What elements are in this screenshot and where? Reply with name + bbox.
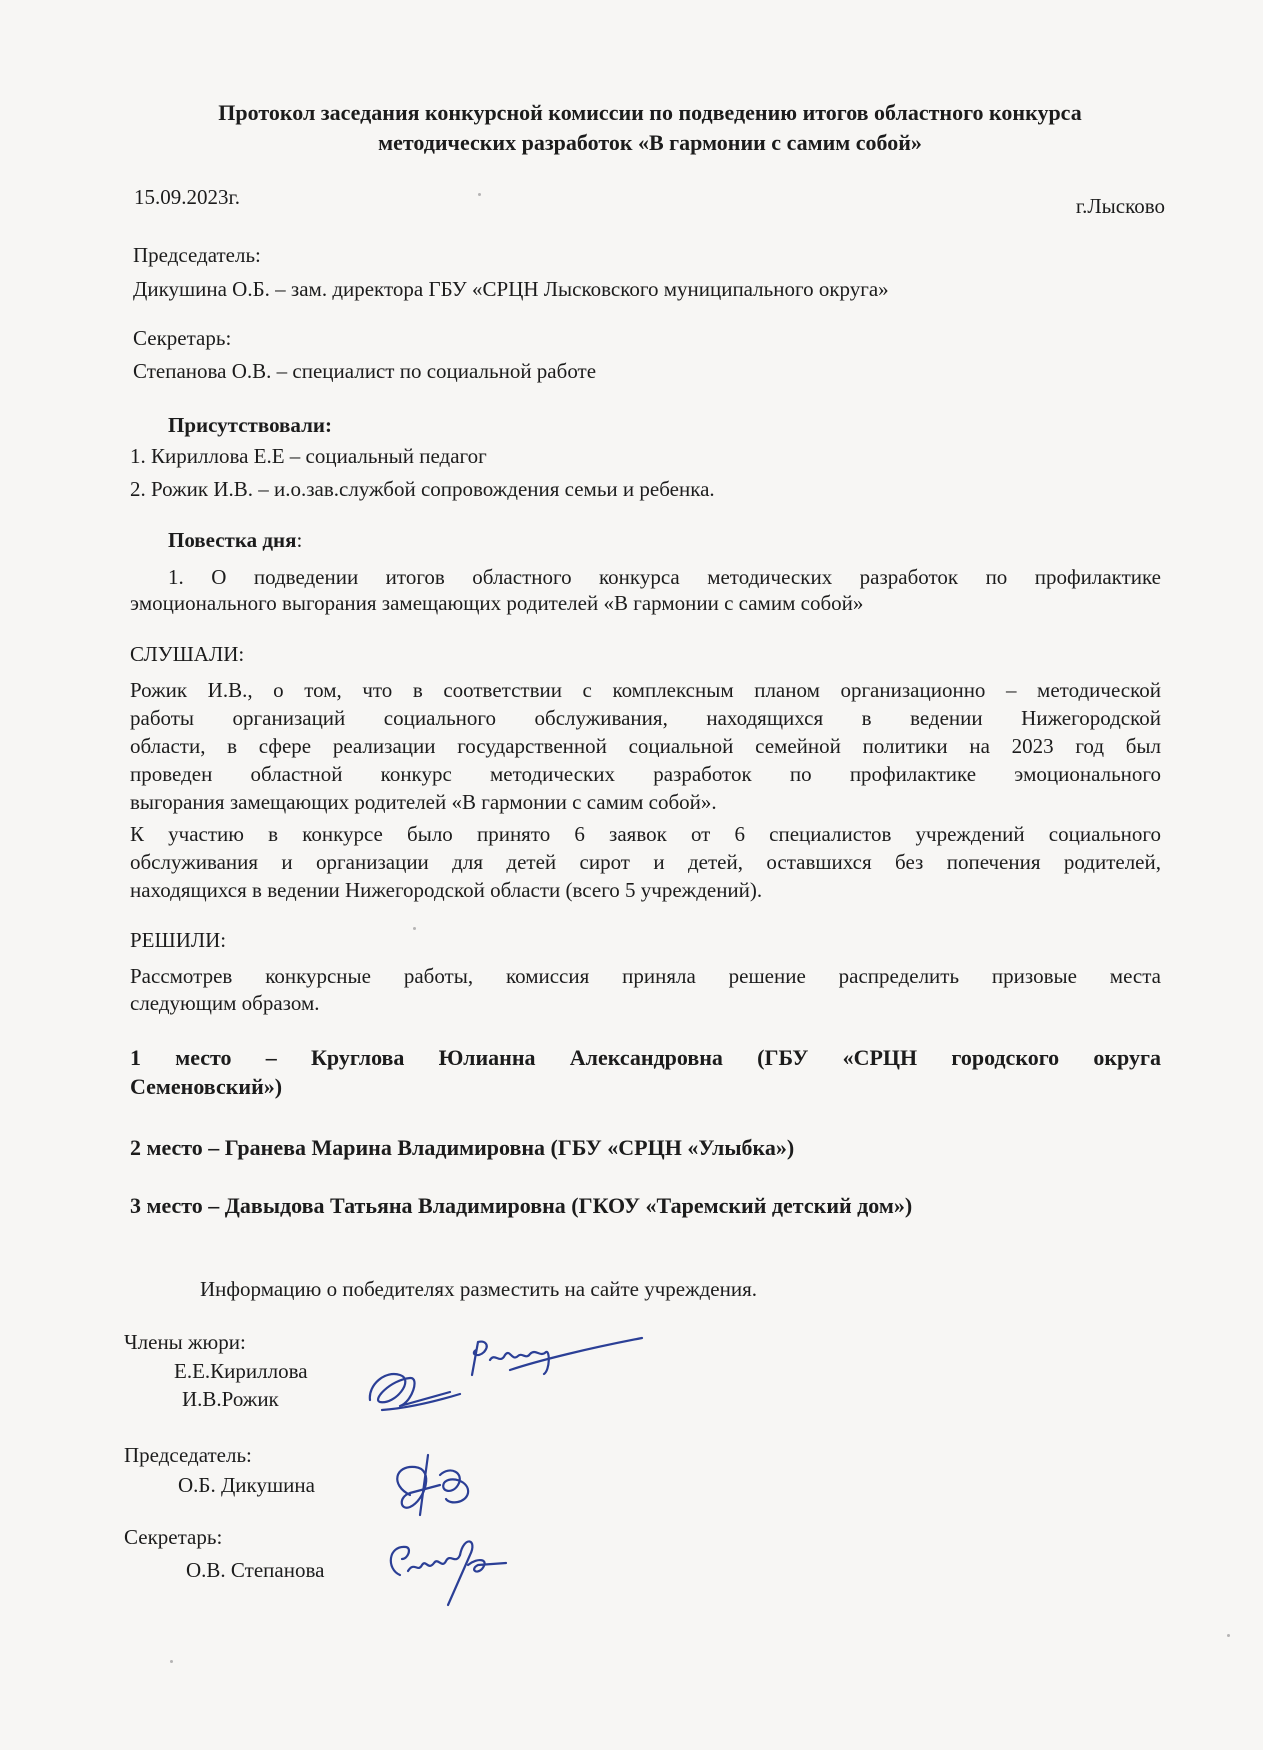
attendee-item: 1. Кириллова Е.Е – социальный педагог	[130, 444, 487, 468]
jury-member: Е.Е.Кириллова	[174, 1359, 308, 1383]
heard-line: обслуживания и организации для детей сирот и детей, оставшихся без попечения родителей,	[130, 850, 1161, 874]
scan-speck	[413, 927, 416, 930]
scan-speck	[478, 193, 481, 196]
agenda-colon: :	[296, 528, 303, 552]
agenda-item-line-2: эмоционального выгорания замещающих родителей «В гармонии с самим собой»	[130, 591, 864, 615]
first-place-line-2: Семеновский»)	[130, 1074, 283, 1099]
second-place: 2 место – Гранева Марина Владимировна (ГБУ «СРЦН «Улыбка»)	[130, 1135, 795, 1160]
publish-note: Информацию о победителях разместить на сайте учреждения.	[200, 1277, 757, 1301]
agenda-label: Повестка дня	[168, 528, 297, 552]
heard-line: Рожик И.В., о том, что в соответствии с комплексным планом организационно – методической	[130, 678, 1161, 702]
signature-rozhik	[472, 1338, 642, 1375]
heard-line: выгорания замещающих родителей «В гармонии с самим собой».	[130, 790, 717, 814]
title-line-2: методических разработок «В гармонии с самим собой»	[378, 130, 922, 155]
jury-member: И.В.Рожик	[182, 1387, 279, 1411]
first-place-line-1: 1 место – Круглова Юлианна Александровна (ГБУ «СРЦН городского округа	[130, 1045, 1161, 1070]
heard-line: работы организаций социального обслуживания, находящихся в ведении Нижегородской	[130, 706, 1161, 730]
third-place: 3 место – Давыдова Татьяна Владимировна (ГКОУ «Таремский детский дом»)	[130, 1193, 913, 1218]
attendees-label: Присутствовали:	[168, 413, 332, 437]
agenda-item-line-1: 1. О подведении итогов областного конкурса методических разработок по профилактике	[168, 565, 1161, 589]
heard-line: К участию в конкурсе было принято 6 заявок от 6 специалистов учреждений социального	[130, 822, 1161, 846]
decided-line-2: следующим образом.	[130, 991, 320, 1015]
decided-line-1: Рассмотрев конкурсные работы, комиссия приняла решение распределить призовые места	[130, 964, 1161, 988]
heard-line: проведен областной конкурс методических разработок по профилактике эмоционального	[130, 762, 1161, 786]
title-line-1: Протокол заседания конкурсной комиссии по подведению итогов областного конкурса	[218, 100, 1082, 125]
secretary-sign-name: О.В. Степанова	[186, 1558, 325, 1582]
document-city: г.Лысково	[1075, 194, 1165, 218]
scan-speck	[1227, 1634, 1230, 1637]
heard-line: области, в сфере реализации государственной социальной семейной политики на 2023 год был	[130, 734, 1161, 758]
secretary-sign-label: Секретарь:	[124, 1525, 223, 1549]
agenda-heading	[168, 527, 302, 554]
chair-sign-name: О.Б. Дикушина	[178, 1473, 315, 1497]
secretary-text: Степанова О.В. – специалист по социальной работе	[133, 359, 597, 383]
attendee-item: 2. Рожик И.В. – и.о.зав.службой сопровождения семьи и ребенка.	[130, 477, 715, 501]
chair-text: Дикушина О.Б. – зам. директора ГБУ «СРЦН Лысковского муниципального округа»	[133, 277, 889, 301]
chair-sign-label: Председатель:	[124, 1443, 252, 1467]
signature-kirillova	[370, 1374, 460, 1410]
document-date: 15.09.2023г.	[134, 185, 240, 209]
heard-label: СЛУШАЛИ:	[130, 642, 245, 666]
heard-line: находящихся в ведении Нижегородской области (всего 5 учреждений).	[130, 878, 763, 902]
decided-label: РЕШИЛИ:	[130, 928, 227, 952]
jury-label: Члены жюри:	[124, 1330, 246, 1354]
document-title	[120, 98, 1180, 158]
scan-speck	[170, 1660, 173, 1663]
signature-stepanova	[378, 1525, 518, 1610]
secretary-label: Секретарь:	[133, 326, 232, 350]
signature-dikushina	[380, 1445, 500, 1525]
chair-label: Председатель:	[133, 243, 261, 267]
jury-signatures	[360, 1330, 650, 1420]
